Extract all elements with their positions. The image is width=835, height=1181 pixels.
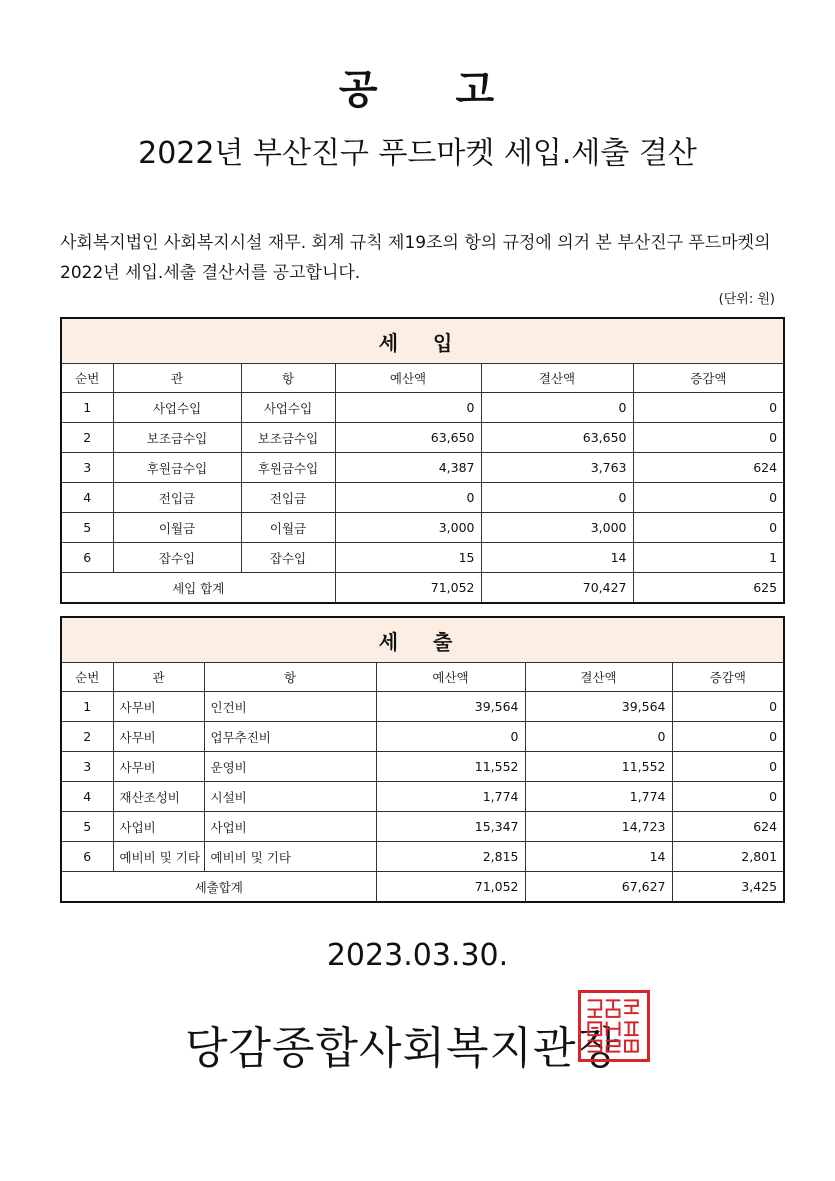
- cell-hang: 시설비: [204, 782, 376, 812]
- cell-hang: 잡수입: [241, 543, 335, 573]
- table-row: [61, 782, 784, 812]
- cell-budget: 63,650: [335, 423, 481, 453]
- cell-diff: 0: [633, 393, 784, 423]
- cell-diff: 0: [672, 782, 784, 812]
- revenue-column-headers: [61, 364, 784, 393]
- revenue-table: [60, 317, 785, 604]
- table-row: [61, 812, 784, 842]
- cell-gwan: 사업비: [113, 812, 204, 842]
- col-header-no: 순번: [61, 663, 113, 692]
- cell-gwan: 잡수입: [113, 543, 241, 573]
- cell-settled: 14: [525, 842, 672, 872]
- revenue-total-row: [61, 573, 784, 604]
- col-header-no: 순번: [61, 364, 113, 393]
- cell-hang: 예비비 및 기타: [204, 842, 376, 872]
- official-seal-icon: [578, 990, 650, 1062]
- expense-section-header: [61, 617, 784, 663]
- cell-gwan: 사무비: [113, 722, 204, 752]
- organization-name: 당감종합사회복지관장: [185, 1023, 621, 1074]
- cell-budget: 3,000: [335, 513, 481, 543]
- table-row: [61, 483, 784, 513]
- cell-diff: 2,801: [672, 842, 784, 872]
- cell-hang: 운영비: [204, 752, 376, 782]
- table-row: [61, 752, 784, 782]
- cell-settled: 0: [525, 722, 672, 752]
- table-row: [61, 692, 784, 722]
- cell-no: 3: [61, 752, 113, 782]
- unit-label: (단위: 원): [718, 292, 775, 307]
- notice-date: 2023.03.30.: [326, 938, 509, 973]
- col-header-gwan: 관: [113, 364, 241, 393]
- col-header-settled: 결산액: [525, 663, 672, 692]
- cell-settled: 14,723: [525, 812, 672, 842]
- cell-diff: 0: [672, 722, 784, 752]
- cell-diff: 624: [672, 812, 784, 842]
- cell-diff: 0: [633, 483, 784, 513]
- title-char-1: 공: [338, 67, 380, 113]
- notice-subtitle: 2022년 부산진구 푸드마켓 세입.세출 결산: [138, 136, 697, 171]
- expense-table: [60, 616, 785, 903]
- col-header-gwan: 관: [113, 663, 204, 692]
- cell-no: 2: [61, 423, 113, 453]
- cell-no: 6: [61, 543, 113, 573]
- cell-budget: 11,552: [376, 752, 525, 782]
- cell-budget: 2,815: [376, 842, 525, 872]
- cell-budget: 4,387: [335, 453, 481, 483]
- total-diff: 3,425: [672, 872, 784, 903]
- table-row: [61, 453, 784, 483]
- cell-settled: 3,763: [481, 453, 633, 483]
- cell-gwan: 사무비: [113, 692, 204, 722]
- total-budget: 71,052: [376, 872, 525, 903]
- col-header-budget: 예산액: [376, 663, 525, 692]
- table-row: [61, 722, 784, 752]
- cell-gwan: 후원금수입: [113, 453, 241, 483]
- cell-no: 5: [61, 513, 113, 543]
- cell-budget: 0: [376, 722, 525, 752]
- cell-settled: 11,552: [525, 752, 672, 782]
- cell-budget: 0: [335, 393, 481, 423]
- total-label: 세입 합계: [61, 573, 335, 604]
- cell-diff: 0: [672, 692, 784, 722]
- cell-settled: 3,000: [481, 513, 633, 543]
- cell-no: 3: [61, 453, 113, 483]
- title-char-2: 고: [455, 67, 497, 113]
- cell-gwan: 재산조성비: [113, 782, 204, 812]
- cell-settled: 0: [481, 393, 633, 423]
- cell-hang: 사업수입: [241, 393, 335, 423]
- cell-budget: 0: [335, 483, 481, 513]
- col-header-budget: 예산액: [335, 364, 481, 393]
- cell-gwan: 사무비: [113, 752, 204, 782]
- table-row: [61, 393, 784, 423]
- table-row: [61, 543, 784, 573]
- intro-paragraph: 사회복지법인 사회복지시설 재무. 회계 규칙 제19조의 항의 규정에 의거 본 부산진구 푸드마켓의 2022년 세입.세출 결산서를 공고합니다.: [60, 233, 771, 283]
- cell-no: 2: [61, 722, 113, 752]
- col-header-diff: 증감액: [672, 663, 784, 692]
- cell-no: 1: [61, 692, 113, 722]
- cell-gwan: 예비비 및 기타: [113, 842, 204, 872]
- cell-settled: 39,564: [525, 692, 672, 722]
- cell-hang: 인건비: [204, 692, 376, 722]
- table-row: [61, 423, 784, 453]
- expense-column-headers: [61, 663, 784, 692]
- total-settled: 67,627: [525, 872, 672, 903]
- col-header-settled: 결산액: [481, 364, 633, 393]
- col-header-diff: 증감액: [633, 364, 784, 393]
- cell-settled: 63,650: [481, 423, 633, 453]
- cell-no: 4: [61, 483, 113, 513]
- cell-settled: 1,774: [525, 782, 672, 812]
- total-label: 세출합계: [61, 872, 376, 903]
- cell-gwan: 이월금: [113, 513, 241, 543]
- cell-gwan: 전입금: [113, 483, 241, 513]
- revenue-section-title: 세 입: [61, 318, 784, 364]
- cell-settled: 14: [481, 543, 633, 573]
- cell-diff: 1: [633, 543, 784, 573]
- total-diff: 625: [633, 573, 784, 604]
- cell-no: 5: [61, 812, 113, 842]
- col-header-hang: 항: [241, 364, 335, 393]
- cell-diff: 624: [633, 453, 784, 483]
- table-row: [61, 513, 784, 543]
- cell-budget: 15: [335, 543, 481, 573]
- cell-diff: 0: [633, 513, 784, 543]
- cell-budget: 15,347: [376, 812, 525, 842]
- cell-hang: 보조금수입: [241, 423, 335, 453]
- notice-title: [0, 58, 835, 115]
- total-settled: 70,427: [481, 573, 633, 604]
- cell-hang: 사업비: [204, 812, 376, 842]
- cell-gwan: 사업수입: [113, 393, 241, 423]
- total-budget: 71,052: [335, 573, 481, 604]
- cell-no: 4: [61, 782, 113, 812]
- cell-budget: 1,774: [376, 782, 525, 812]
- cell-hang: 후원금수입: [241, 453, 335, 483]
- expense-total-row: [61, 872, 784, 903]
- cell-hang: 업무추진비: [204, 722, 376, 752]
- cell-no: 1: [61, 393, 113, 423]
- cell-hang: 전입금: [241, 483, 335, 513]
- cell-budget: 39,564: [376, 692, 525, 722]
- cell-diff: 0: [672, 752, 784, 782]
- expense-section-title: 세 출: [61, 617, 784, 663]
- cell-no: 6: [61, 842, 113, 872]
- cell-diff: 0: [633, 423, 784, 453]
- cell-hang: 이월금: [241, 513, 335, 543]
- seal-pattern: [581, 993, 647, 1059]
- cell-gwan: 보조금수입: [113, 423, 241, 453]
- table-row: [61, 842, 784, 872]
- col-header-hang: 항: [204, 663, 376, 692]
- cell-settled: 0: [481, 483, 633, 513]
- revenue-section-header: [61, 318, 784, 364]
